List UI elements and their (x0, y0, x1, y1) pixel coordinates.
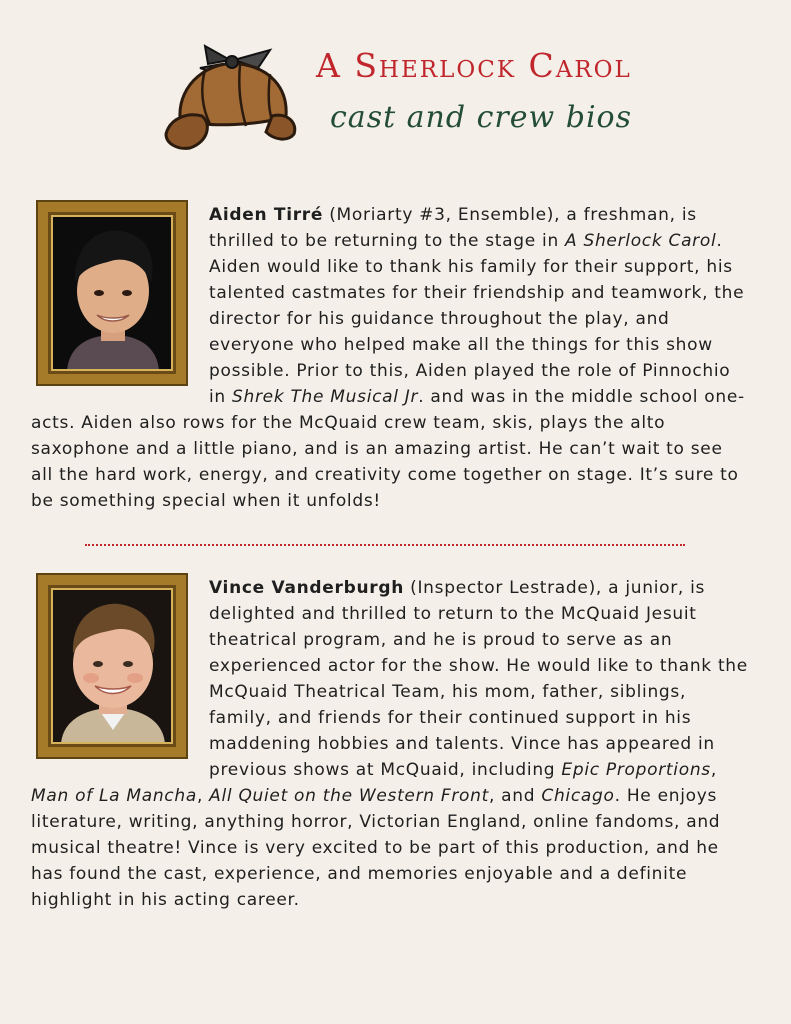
header (0, 0, 791, 170)
bio-text-part: , (196, 786, 210, 806)
bio-text-part: . He enjoys literature, writing, anything horror, Victorian England, online fandoms, and musical theatre! Vince is very excited to be part of this production, and he has found the cast, experience, and memories enjoyable and a definite highlight in his acting career. (31, 786, 721, 910)
bio-text-part: (Inspector Lestrade), a junior, is delighted and thrilled to return to the McQuaid Jesuit theatrical program, and he is proud to serve as an experienced actor for the show. He would like to thank the McQuaid Theatrical Team, his mom, father, siblings, family, and friends for their continued support in his maddening hobbies and talents. Vince has appeared in previous shows at McQuaid, including (209, 578, 748, 780)
page-subtitle: cast and crew bios (330, 100, 632, 135)
show-title: A Sherlock Carol (565, 231, 717, 251)
portrait-frame (38, 202, 186, 384)
bio-text-part: . Aiden would like to thank his family for their support, his talented castmates for their friendship and teamwork, the director for his guidance throughout the play, and everyone who helped make all the things for this show possible. Prior to this, Aiden played the role of Pinnochio in (209, 231, 745, 407)
cast-name: Vince Vanderburgh (209, 578, 405, 598)
bio-text-part: . and was in the middle school one-acts. Aiden also rows for the McQuaid crew team, skis, plays the alto saxophone and a little piano, and is an amazing artist. He can’t wait to see all the hard work, energy, and creativity come together on stage. It’s sure to be something special when it unfolds! (31, 387, 745, 511)
section-divider (85, 544, 685, 546)
deerstalker-hat-icon (160, 38, 300, 153)
bio-text-part: , (710, 760, 717, 780)
bio-vince (31, 575, 749, 913)
show-title: Chicago (541, 786, 615, 806)
show-title: All Quiet on the Western Front (209, 786, 489, 806)
show-title: Shrek The Musical Jr (232, 387, 419, 407)
page-title: A Sherlock Carol (316, 46, 632, 85)
portrait-frame (38, 575, 186, 757)
headshot-photo (51, 215, 173, 371)
cast-name: Aiden Tirré (209, 205, 324, 225)
show-title: Man of La Mancha (31, 786, 197, 806)
bio-text-part: (Moriarty #3, Ensemble), a freshman, is thrilled to be returning to the stage in (209, 205, 697, 251)
bio-aiden (31, 202, 749, 514)
bio-text-part: , and (488, 786, 542, 806)
headshot-photo (51, 588, 173, 744)
show-title: Epic Proportions (561, 760, 711, 780)
